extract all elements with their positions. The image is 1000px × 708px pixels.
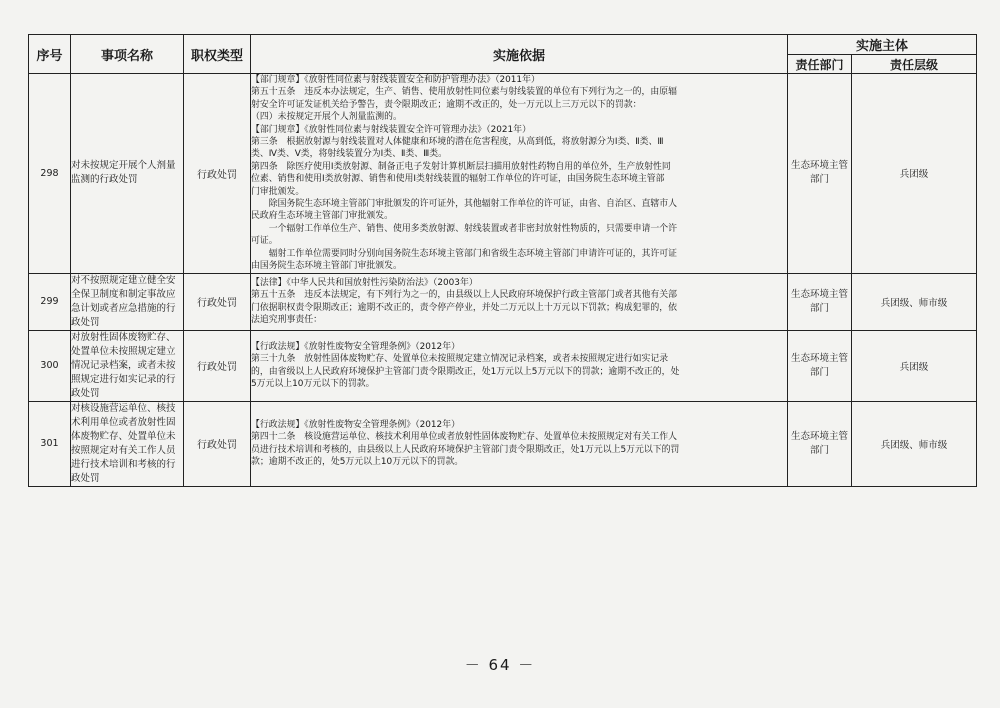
- header-dept: 责任部门: [788, 55, 852, 74]
- item-name: 对放射性固体废物贮存、处置单位未按照规定建立情况记录档案，或者未按照规定进行如实记录的行政处罚: [71, 330, 184, 401]
- basis-line: 第三十九条 放射性固体废物贮存、处置单位未按照规定建立情况记录档案，或者未按照规定进行如实记录: [251, 354, 669, 365]
- table-row: [29, 273, 977, 330]
- basis-line: 第四十二条 核设施营运单位、核技术利用单位或者放射性固体废物贮存、处置单位未按照规定对有关工作人: [251, 432, 677, 443]
- basis-line: 第三条 根据放射源与射线装置对人体健康和环境的潜在危害程度，从高到低，将放射源分为Ⅰ类、Ⅱ类、Ⅲ: [251, 137, 664, 148]
- basis-line: 门审批颁发。: [251, 186, 305, 197]
- table-row: [29, 330, 977, 401]
- basis-line: 【行政法规】《放射性废物安全管理条例》（2012年）: [251, 419, 460, 430]
- basis-line: 【部门规章】《放射性同位素与射线装置安全许可管理办法》（2021年）: [251, 124, 531, 135]
- basis-line: （四）未按规定开展个人剂量监测的。: [251, 112, 402, 123]
- row-number: 298: [29, 74, 71, 274]
- responsible-department: 生态环境主管部门: [788, 74, 852, 274]
- basis-line: 辐射工作单位需要同时分别向国务院生态环境主管部门和省级生态环境主管部门申请许可证的，其许可证: [251, 248, 677, 259]
- basis-line: 类、Ⅳ类、Ⅴ类，将射线装置分为Ⅰ类、Ⅱ类、Ⅲ类。: [251, 149, 447, 160]
- basis-line: 法追究刑事责任：: [251, 314, 322, 325]
- row-number: 300: [29, 330, 71, 401]
- responsible-level: 兵团级: [852, 74, 977, 274]
- row-number: 301: [29, 401, 71, 486]
- basis-line: 第五十五条 违反本法规定，有下列行为之一的，由县级以上人民政府环境保护行政主管部门或者其他有关部: [251, 290, 677, 301]
- basis-line: 民政府生态环境主管部门审批颁发。: [251, 211, 393, 222]
- header-subject: 实施主体: [788, 35, 977, 55]
- basis-line: 第四条 除医疗使用Ⅰ类放射源、制备正电子发射计算机断层扫描用放射性药物自用的单位外，生产放射性同: [251, 161, 671, 172]
- basis-line: 门依据职权责令限期改正；逾期不改正的，责令停产停业，并处二万元以上十万元以下罚款；构成犯罪的，依: [251, 302, 677, 313]
- table-body: [29, 74, 977, 487]
- header-type: 职权类型: [184, 35, 251, 74]
- header-no: 序号: [29, 35, 71, 74]
- implementation-basis: [251, 401, 788, 486]
- item-name: 对不按照规定建立健全安全保卫制度和制定事故应急计划或者应急措施的行政处罚: [71, 273, 184, 330]
- responsible-level: 兵团级、师市级: [852, 401, 977, 486]
- item-name: 对未按规定开展个人剂量监测的行政处罚: [71, 74, 184, 274]
- basis-line: 【法律】《中华人民共和国放射性污染防治法》（2003年）: [251, 277, 478, 288]
- implementation-basis: [251, 74, 788, 274]
- basis-line: 【行政法规】《放射性废物安全管理条例》（2012年）: [251, 341, 460, 352]
- responsible-department: 生态环境主管部门: [788, 401, 852, 486]
- basis-line: 款；逾期不改正的，处5万元以上10万元以下的罚款。: [251, 456, 464, 467]
- basis-line: 5万元以上10万元以下的罚款。: [251, 378, 375, 389]
- authority-type: 行政处罚: [184, 330, 251, 401]
- table-row: [29, 74, 977, 274]
- row-number: 299: [29, 273, 71, 330]
- header-name: 事项名称: [71, 35, 184, 74]
- basis-line: 的，由省级以上人民政府环境保护主管部门责令限期改正，处1万元以上5万元以下的罚款；逾期不改正的，处: [251, 366, 680, 377]
- basis-line: 位素、销售和使用Ⅰ类放射源、销售和使用Ⅰ类射线装置的辐射工作单位的许可证，由国务院生态环境主管部: [251, 174, 665, 185]
- authority-type: 行政处罚: [184, 401, 251, 486]
- implementation-basis: [251, 273, 788, 330]
- basis-line: 除国务院生态环境主管部门审批颁发的许可证外，其他辐射工作单位的许可证，由省、自治区、直辖市人: [251, 199, 677, 210]
- basis-line: 员进行技术培训和考核的，由县级以上人民政府环境保护主管部门责令限期改正，处1万元以上5万元以下的罚: [251, 444, 680, 455]
- basis-line: 【部门规章】《放射性同位素与射线装置安全和防护管理办法》（2011年）: [251, 75, 540, 85]
- authority-type: 行政处罚: [184, 74, 251, 274]
- responsible-level: 兵团级: [852, 330, 977, 401]
- basis-line: 可证。: [251, 236, 278, 247]
- header-basis: 实施依据: [251, 35, 788, 74]
- implementation-basis: [251, 330, 788, 401]
- header-level: 责任层级: [852, 55, 977, 74]
- responsible-level: 兵团级、师市级: [852, 273, 977, 330]
- authority-type: 行政处罚: [184, 273, 251, 330]
- basis-line: 射安全许可证发证机关给予警告，责令限期改正；逾期不改正的，处一万元以上三万元以下的罚款：: [251, 99, 642, 110]
- document-table: [28, 34, 977, 487]
- responsible-department: 生态环境主管部门: [788, 330, 852, 401]
- table-row: [29, 401, 977, 486]
- basis-line: 一个辐射工作单位生产、销售、使用多类放射源、射线装置或者非密封放射性物质的，只需要申请一个许: [251, 223, 677, 234]
- item-name: 对核设施营运单位、核技术利用单位或者放射性固体废物贮存、处置单位未按照规定对有关工作人员进行技术培训和考核的行政处罚: [71, 401, 184, 486]
- basis-line: 由国务院生态环境主管部门审批颁发。: [251, 261, 402, 272]
- responsible-department: 生态环境主管部门: [788, 273, 852, 330]
- basis-line: 第五十五条 违反本办法规定，生产、销售、使用放射性同位素与射线装置的单位有下列行为之一的，由原辐: [251, 87, 677, 98]
- page-number: － 64 －: [464, 656, 536, 674]
